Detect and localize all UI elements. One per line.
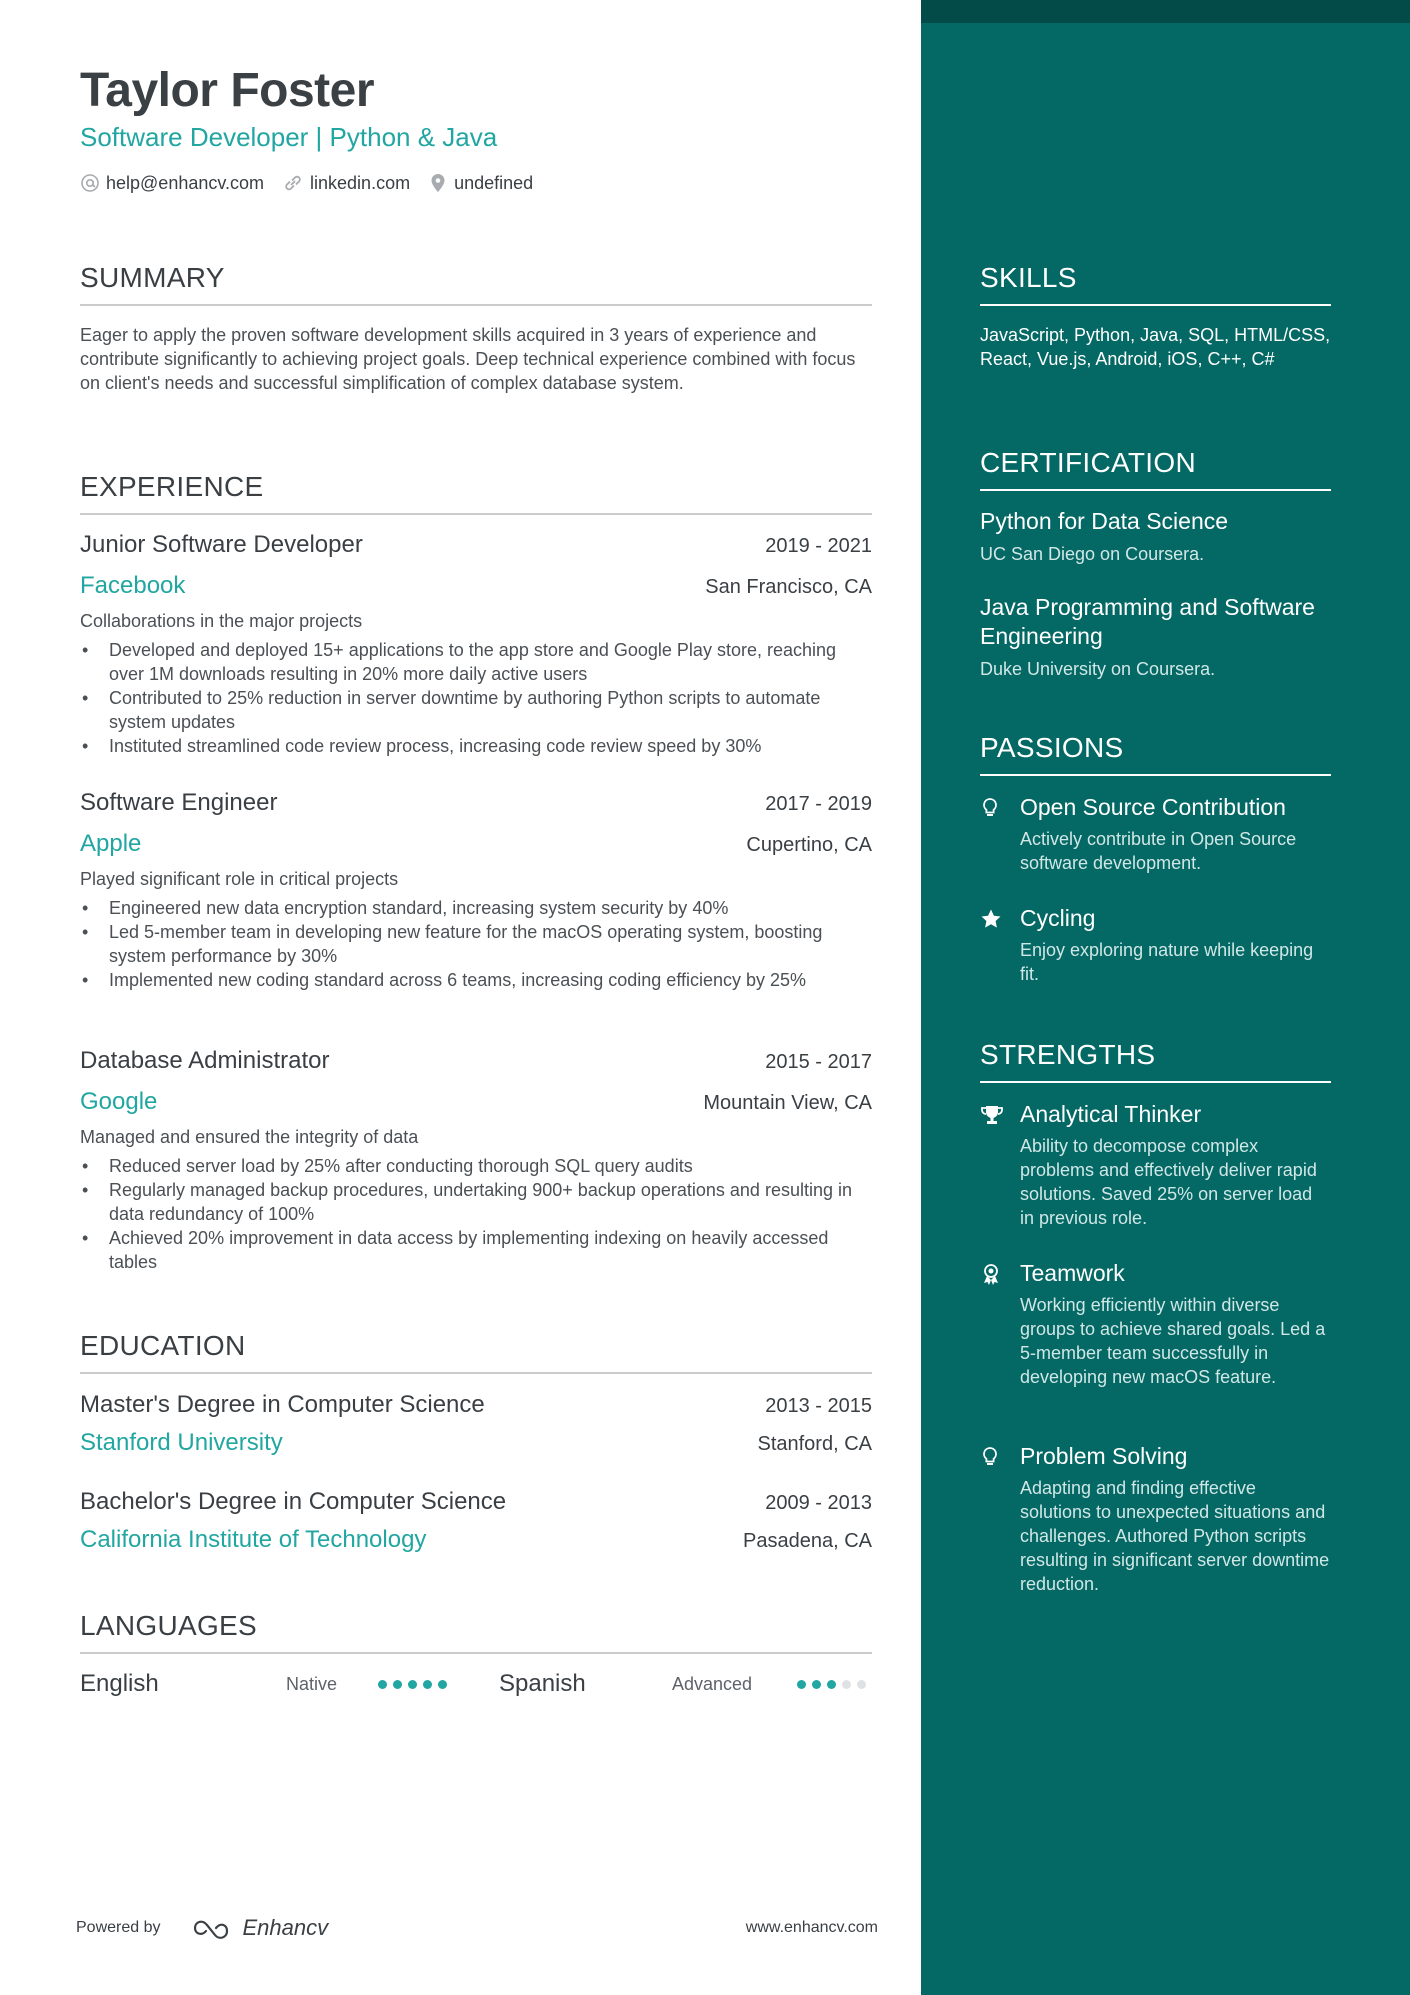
job-role: Software Engineer xyxy=(80,789,278,816)
bullet-item: • Engineered new data encryption standard, increasing system security by 40% xyxy=(80,896,872,920)
degree-title: Master's Degree in Computer Science xyxy=(80,1391,485,1418)
certification-issuer: UC San Diego on Coursera. xyxy=(980,544,1205,564)
candidate-title: Software Developer | Python & Java xyxy=(80,122,498,152)
sidebar-top-band xyxy=(921,0,1410,23)
lightbulb-icon xyxy=(980,797,1000,819)
contact-row xyxy=(80,172,551,194)
passion-title: Open Source Contribution xyxy=(1020,794,1286,820)
passions-heading: PASSIONS xyxy=(980,730,1331,776)
passion-item xyxy=(980,792,1331,875)
job-bullets xyxy=(80,1154,872,1274)
job-dates: 2015 - 2017 xyxy=(765,1051,872,1073)
language-item xyxy=(499,1670,872,1698)
education-dates: 2009 - 2013 xyxy=(765,1492,872,1514)
education-entry xyxy=(80,1486,872,1556)
contact-location xyxy=(428,172,533,194)
job-location: San Francisco, CA xyxy=(705,576,872,598)
rating-dot-empty xyxy=(857,1680,866,1689)
languages-heading: LANGUAGES xyxy=(80,1608,872,1654)
sidebar xyxy=(921,0,1410,1995)
bullet-item: • Achieved 20% improvement in data access by implementing indexing on heavily accessed tables xyxy=(80,1226,872,1274)
skills-heading: SKILLS xyxy=(980,260,1331,306)
language-rating xyxy=(797,1680,872,1689)
bullet-item: • Regularly managed backup procedures, undertaking 900+ backup operations and resulting in data redundancy of 100% xyxy=(80,1178,872,1226)
certification-item xyxy=(980,593,1331,681)
strength-item xyxy=(980,1258,1331,1389)
contact-linkedin[interactable] xyxy=(282,173,410,194)
location-pin-icon xyxy=(428,172,448,194)
location-text: undefined xyxy=(454,172,534,193)
enhancv-logo-icon xyxy=(187,1915,235,1941)
school-name: Stanford University xyxy=(80,1429,283,1456)
language-level: Native xyxy=(286,1673,338,1694)
trophy-icon xyxy=(980,1104,1004,1126)
strength-item xyxy=(980,1099,1331,1230)
job-company: Apple xyxy=(80,830,142,857)
bullet-item: • Led 5-member team in developing new feature for the macOS operating system, boosting system performance by 30% xyxy=(80,920,872,968)
email-text: help@enhancv.com xyxy=(106,172,265,193)
rating-dot-filled xyxy=(812,1680,821,1689)
job-bullets xyxy=(80,896,872,992)
summary-heading: SUMMARY xyxy=(80,260,872,306)
degree-title: Bachelor's Degree in Computer Science xyxy=(80,1488,507,1515)
education-dates: 2013 - 2015 xyxy=(765,1395,872,1417)
link-icon xyxy=(282,173,304,193)
language-level: Advanced xyxy=(672,1673,753,1694)
summary-text: Eager to apply the proven software development skills acquired in 3 years of experience and contribute significantly to achieving project goals. Deep technical experience combined with focus on client's needs and successful simplification of complex database system. xyxy=(80,325,856,393)
strength-title: Teamwork xyxy=(1020,1260,1125,1286)
language-item xyxy=(80,1670,499,1698)
footer-website[interactable]: www.enhancv.com xyxy=(745,1919,878,1936)
job-description: Played significant role in critical projects xyxy=(80,869,399,889)
rating-dot-filled xyxy=(378,1680,387,1689)
language-name: Spanish xyxy=(499,1670,586,1697)
certification-item xyxy=(980,507,1331,566)
strength-text: Ability to decompose complex problems and effectively deliver rapid solutions. Saved 25% on server load in previous role. xyxy=(1020,1136,1317,1228)
bullet-item: • Instituted streamlined code review process, increasing code review speed by 30% xyxy=(80,734,872,758)
strength-text: Adapting and finding effective solutions to unexpected situations and challenges. Authored Python scripts resulting in significant server downtime reduction. xyxy=(1020,1478,1330,1594)
job-dates: 2017 - 2019 xyxy=(765,793,872,815)
job-entry xyxy=(80,529,872,758)
job-company: Facebook xyxy=(80,572,186,599)
linkedin-text: linkedin.com xyxy=(310,172,411,193)
strength-item xyxy=(980,1441,1331,1596)
rating-dot-filled xyxy=(438,1680,447,1689)
certification-title: Java Programming and Software Engineering xyxy=(980,594,1315,649)
rating-dot-filled xyxy=(827,1680,836,1689)
skills-text: JavaScript, Python, Java, SQL, HTML/CSS, React, Vue.js, Android, iOS, C++, C# xyxy=(980,325,1331,369)
passion-text: Enjoy exploring nature while keeping fit. xyxy=(1020,940,1314,984)
candidate-name: Taylor Foster xyxy=(80,64,375,117)
certification-title: Python for Data Science xyxy=(980,508,1229,534)
experience-heading: EXPERIENCE xyxy=(80,469,872,515)
powered-by xyxy=(76,1915,328,1941)
certification-issuer: Duke University on Coursera. xyxy=(980,659,1216,679)
bullet-item: • Developed and deployed 15+ applications to the app store and Google Play store, reaching over 1M downloads resulting in 20% more daily active users xyxy=(80,638,872,686)
powered-by-label: Powered by xyxy=(76,1919,161,1936)
languages-row xyxy=(80,1670,872,1698)
at-icon xyxy=(80,173,100,193)
job-description: Managed and ensured the integrity of data xyxy=(80,1127,419,1147)
strengths-heading: STRENGTHS xyxy=(980,1037,1331,1083)
school-name: California Institute of Technology xyxy=(80,1526,427,1553)
rating-dot-filled xyxy=(797,1680,806,1689)
education-entry xyxy=(80,1389,872,1459)
strength-text: Working efficiently within diverse groups to achieve shared goals. Led a 5-member team successfully in developing new macOS feature. xyxy=(1020,1295,1326,1387)
star-icon xyxy=(980,908,1002,930)
job-description: Collaborations in the major projects xyxy=(80,611,363,631)
job-location: Cupertino, CA xyxy=(746,834,872,856)
rating-dot-filled xyxy=(408,1680,417,1689)
job-role: Database Administrator xyxy=(80,1047,330,1074)
bullet-item: • Reduced server load by 25% after conducting thorough SQL query audits xyxy=(80,1154,872,1178)
rating-dot-filled xyxy=(423,1680,432,1689)
job-company: Google xyxy=(80,1088,158,1115)
language-name: English xyxy=(80,1670,159,1697)
language-rating xyxy=(378,1680,453,1689)
education-heading: EDUCATION xyxy=(80,1328,872,1374)
footer xyxy=(76,1915,878,1941)
strength-title: Problem Solving xyxy=(1020,1443,1188,1469)
school-location: Pasadena, CA xyxy=(743,1530,872,1552)
contact-email[interactable] xyxy=(80,173,264,194)
job-bullets xyxy=(80,638,872,758)
lightbulb-icon xyxy=(980,1446,1000,1468)
rating-dot-filled xyxy=(393,1680,402,1689)
job-role: Junior Software Developer xyxy=(80,531,363,558)
job-dates: 2019 - 2021 xyxy=(765,535,872,557)
bullet-item: • Contributed to 25% reduction in server downtime by authoring Python scripts to automate system updates xyxy=(80,686,872,734)
rating-dot-empty xyxy=(842,1680,851,1689)
enhancv-logo[interactable] xyxy=(187,1915,329,1941)
strength-title: Analytical Thinker xyxy=(1020,1101,1202,1127)
job-location: Mountain View, CA xyxy=(703,1092,872,1114)
bullet-item: • Implemented new coding standard across 6 teams, increasing coding efficiency by 25% xyxy=(80,968,872,992)
certification-heading: CERTIFICATION xyxy=(980,445,1331,491)
award-icon xyxy=(980,1263,1002,1285)
passion-title: Cycling xyxy=(1020,905,1096,931)
brand-name: Enhancv xyxy=(242,1915,329,1940)
passion-item xyxy=(980,903,1331,986)
passion-text: Actively contribute in Open Source software development. xyxy=(1020,829,1297,873)
school-location: Stanford, CA xyxy=(757,1433,872,1455)
job-entry xyxy=(80,787,872,992)
job-entry xyxy=(80,1045,872,1274)
